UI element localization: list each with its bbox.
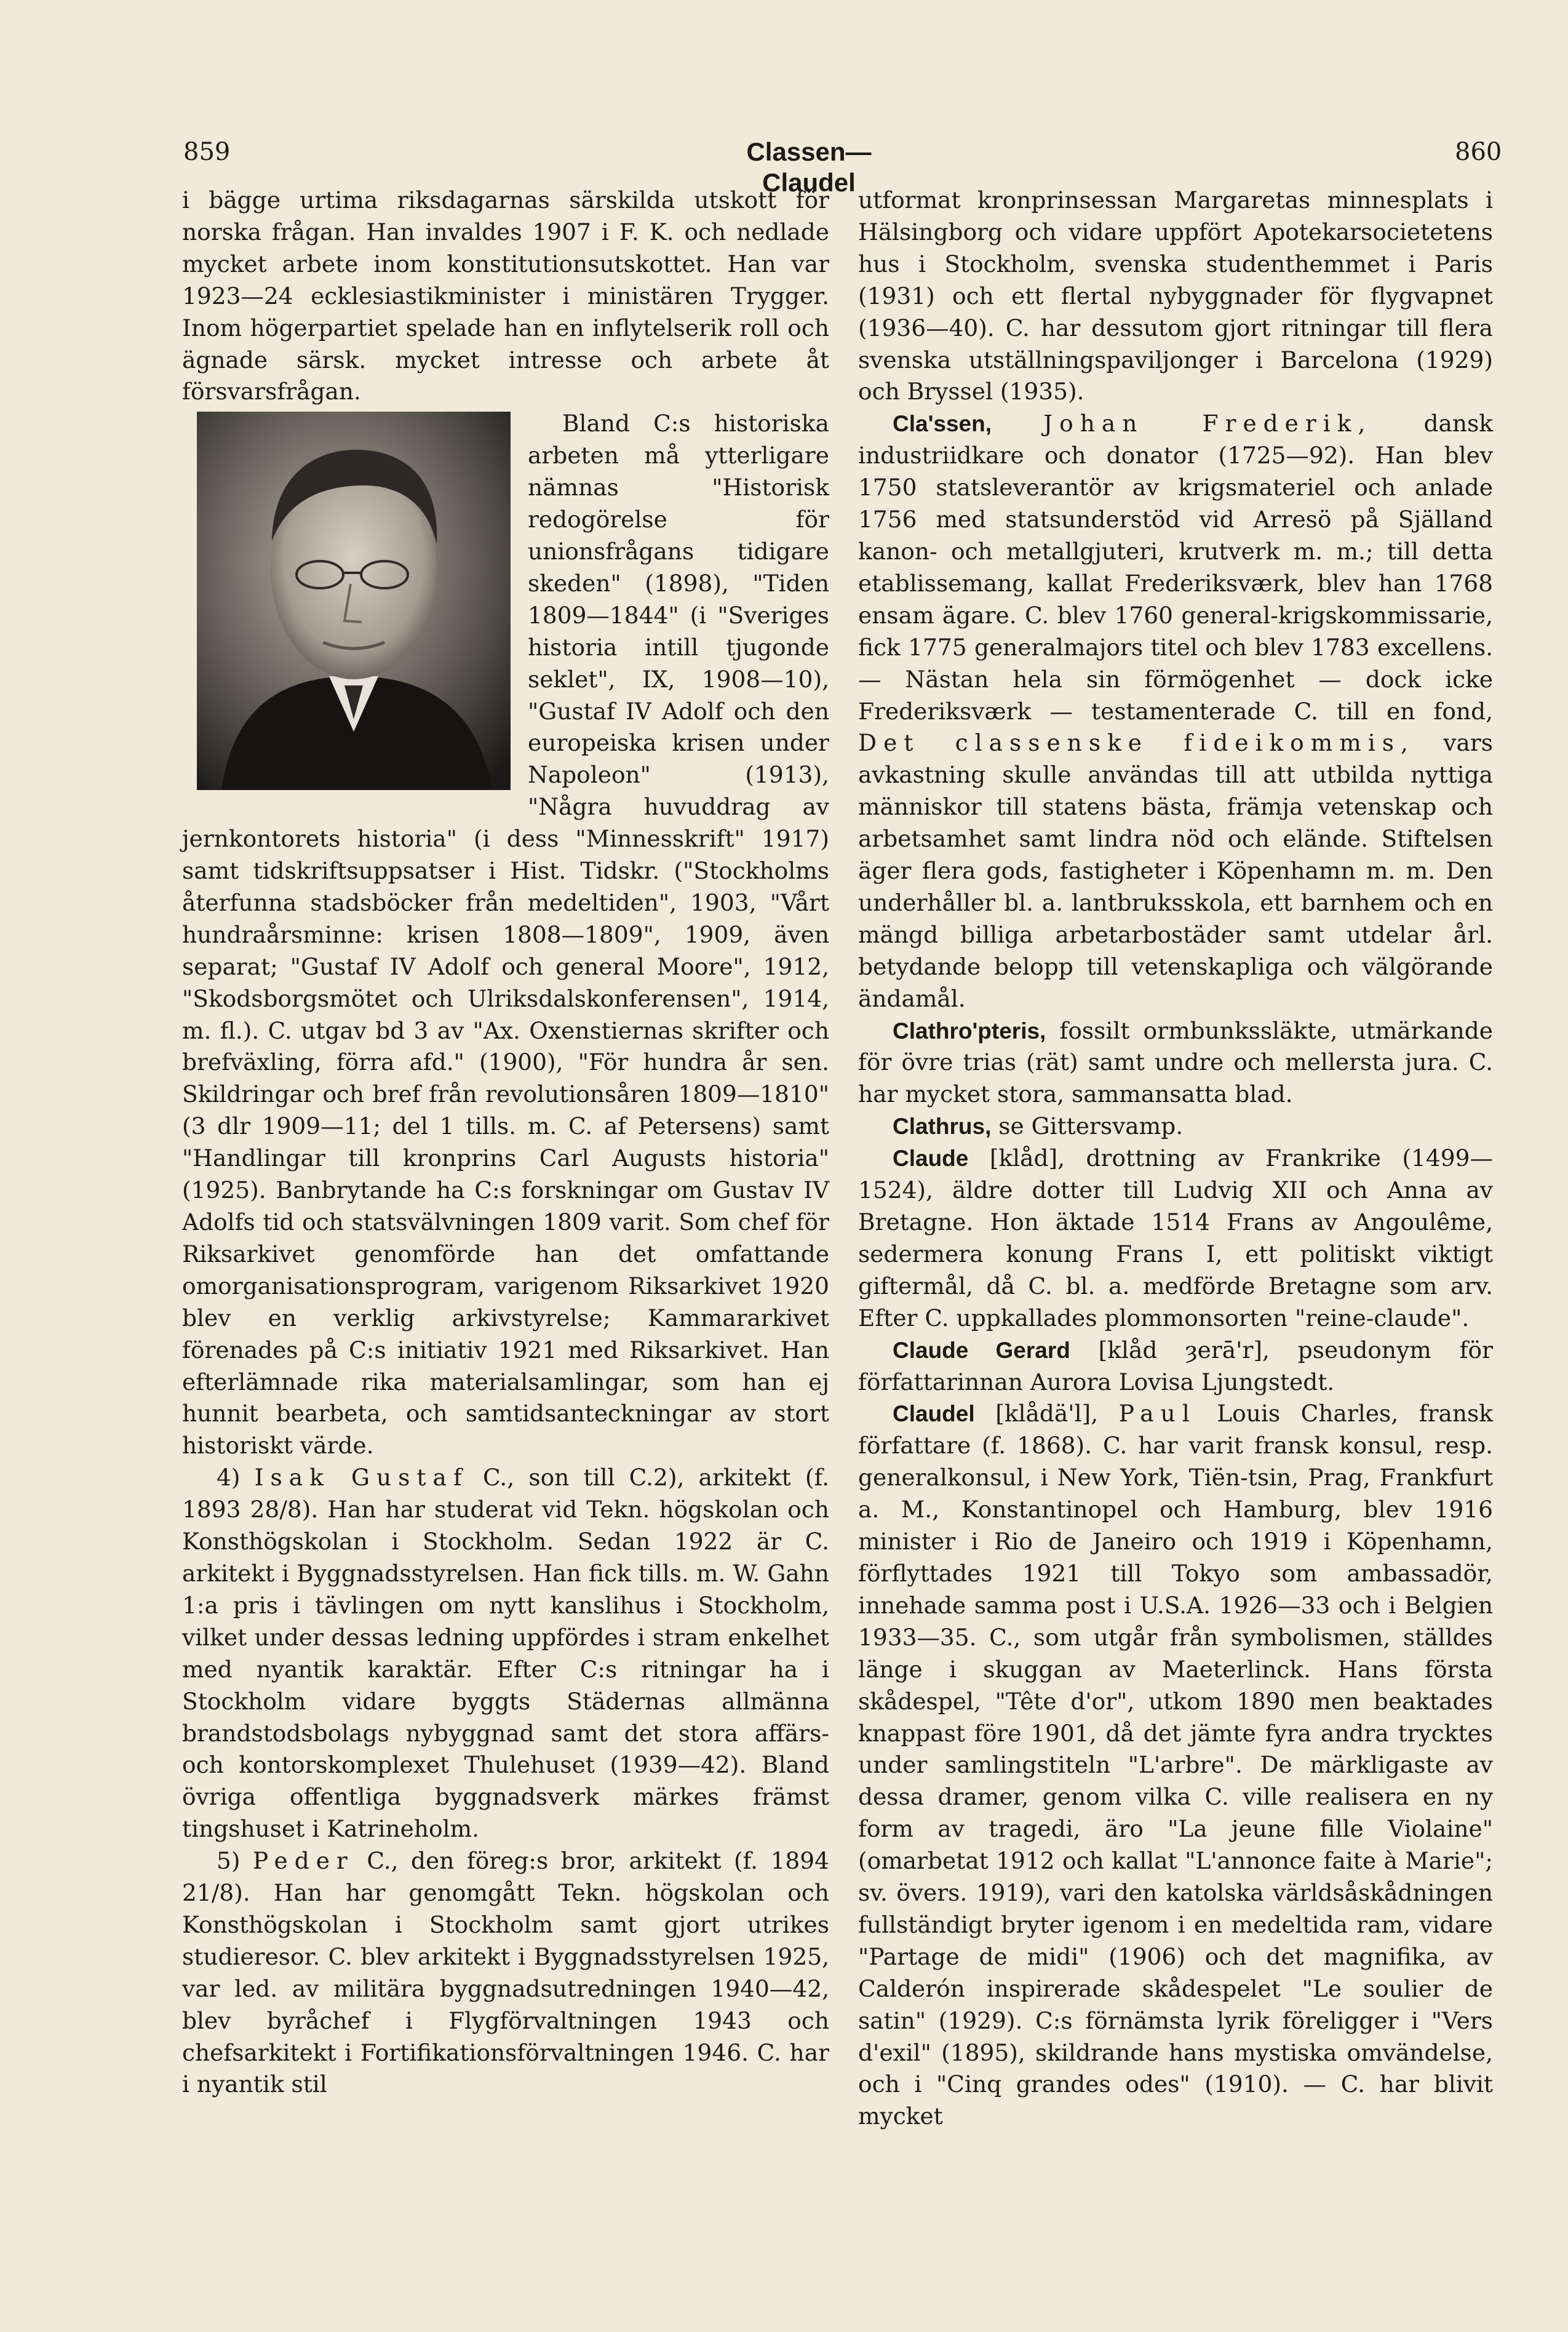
left-column — [182, 185, 829, 2101]
headword: Cla'ssen, — [893, 411, 992, 437]
headword: Claude — [893, 1146, 969, 1172]
headword: Claudel — [893, 1401, 975, 1427]
entry-continuation: i bägge urtima riksdagarnas särskilda utskott för norska frågan. Han invaldes 1907 i F. K. och nedlade mycket arbete inom konstitutionsutskottet. Han var 1923—24 ecklesiastikminister i ministären Trygger. Inom högerpartiet spelade han en inflytelserik roll och ägnade särsk. mycket intresse och arbete åt försvarsfrågan. — [182, 186, 829, 405]
entry-clathropteris: Clathro'pteris, fossilt ormbunkssläkte, utmärkande för övre trias (rät) samt undre och mellersta jura. C. har mycket stora, sammansatta blad. — [858, 1016, 1493, 1108]
headword: Claude Gerard — [893, 1337, 1070, 1363]
right-column — [858, 185, 1493, 2133]
entry-clathrus: Clathrus, se Gittersvamp. — [893, 1112, 1184, 1140]
portrait-photo — [197, 412, 511, 790]
running-head: Classen—Claudel — [746, 137, 872, 197]
entry-peder: 5) Peder C., den föreg:s bror, arkitekt (f. 1894 21/8). Han har genomgått Tekn. högskolan och Konsthögskolan i Stockholm samt gjort utrikes studieresor. C. blev arkitekt i Byggnadsstyrelsen 1925, var led. av militära byggnadsutredningen 1940—42, blev byråchef i Flygförvaltningen 1943 och chefsarkitekt i Fortifikationsförvaltningen 1946. C. har i nyantik stil — [182, 1847, 830, 2098]
entry-continuation: utformat kronprinsessan Margaretas minnesplats i Hälsingborg och vidare uppfört Apotekarsocietetens hus i Stockholm, svenska studenthemmet i Paris (1931) och ett flertal nybyggnader för flygvapnet (1936—40). C. har dessutom gjort ritningar till flera svenska utställningspaviljonger i Barcelona (1929) och Bryssel (1935). — [858, 186, 1493, 405]
headword: Clathro'pteris, — [893, 1018, 1046, 1044]
entry-claude-gerard: Claude Gerard [klåd ȝerā'r], pseudonym för författarinnan Aurora Lovisa Ljungstedt. — [858, 1336, 1493, 1396]
person-name: Isak Gustaf — [254, 1464, 469, 1491]
page-number-right: 860 — [1455, 138, 1502, 166]
page-number-left: 859 — [183, 138, 231, 166]
entry-claude: Claude [klåd], drottning av Frankrike (1499—1524), äldre dotter till Ludvig XII och Anna av Bretagne. Hon äktade 1514 Frans av Angoulême, sedermera konung Frans I, ett politiskt viktigt giftermål, då C. bl. a. medförde Bretagne som arv. Efter C. uppkallades plommonsorten "reine-claude". — [858, 1144, 1493, 1332]
headword: Clathrus, — [893, 1114, 992, 1140]
works-paragraph: Bland C:s historiska arbeten må ytterligare nämnas "Historisk redogörelse för unionsfrågans tidigare skeden" (1898), "Tiden 1809—1844" (i "Sveriges historia intill tjugonde seklet", IX, 1908—10), "Gustaf IV Adolf och den europeiska krisen under Napoleon" (1913), "Några huvuddrag av jernkontorets historia" (i dess "Minnesskrift" 1917) samt tidskriftsuppsatser i Hist. Tidskr. ("Stockholms återfunna stadsböcker från medeltiden", 1903, "Vårt hundraårsminne: krisen 1808—1809", 1909, även separat; "Gustaf IV Adolf och general Moore", 1912, "Skodsborgsmötet och Ulriksdalskonferensen", 1914, m. fl.). C. utgav bd 3 av "Ax. Oxenstiernas skrifter och brefväxling, förra afd." (1900), "För hundra år sen. Skildringar och bref från revolutionsåren 1809—1810" (3 dlr 1909—11; del 1 tills. m. C. af Petersens) samt "Handlingar till kronprins Carl Augusts historia" (1925). Banbrytande ha C:s forskningar om Gustav IV Adolfs tid och statsvälvningen 1809 varit. Som chef för Riksarkivet genomförde han det omfattande omorganisationsprogram, varigenom Riksarkivet 1920 blev en verklig arkivstyrelse; Kammararkivet förenades på C:s initiativ 1921 med Riksarkivet. Han efterlämnade rika materialsamlingar, som han ej hunnit bearbeta, och samtidsanteckningar av stort historiskt värde. — [182, 410, 829, 1459]
entry-classen: Cla'ssen, Johan Frederik, dansk industriidkare och donator (1725—92). Han blev 1750 statsleverantör av krigsmateriel och anlade 1756 med statsunderstöd vid Arresö på Själland kanon- och metallgjuteri, krutverk m. m.; till detta etablissemang, kallat Frederiksværk, blev han 1768 ensam ägare. C. blev 1760 general-krigskommissarie, fick 1775 generalmajors titel och blev 1783 excellens. — Nästan hela sin förmögenhet — dock icke Frederiksværk — testamenterade C. till en fond, Det classenske fideikommis, vars avkastning skulle användas till att utbilda nyttiga människor till statens bästa, främja vetenskap och arbetsamhet samt lindra nöd och elände. Stiftelsen äger flera gods, fastigheter i Köpenhamn m. m. Den underhåller bl. a. lantbruksskola, ett barnhem och en mängd billiga arbetarbostäder samt utdelar årl. betydande belopp till vetenskapliga och välgörande ändamål. — [858, 410, 1494, 1012]
entry-isak-gustaf: 4) Isak Gustaf C., son till C.2), arkitekt (f. 1893 28/8). Han har studerat vid Tekn. högskolan och Konsthögskolan i Stockholm. Sedan 1922 är C. arkitekt i Byggnadsstyrelsen. Han fick tills. m. W. Gahn 1:a pris i tävlingen om nytt kanslihus i Stockholm, vilket under dessas ledning uppfördes i stram enkelhet med nyantik karaktär. Efter C:s ritningar ha i Stockholm vidare byggts Städernas allmänna brandstodsbolags nybyggnad samt det stora affärs- och kontorskomplexet Thulehuset (1939—42). Bland övriga offentliga byggnadsverk märkes främst tingshuset i Katrineholm. — [182, 1464, 830, 1843]
person-name: Peder — [252, 1847, 354, 1875]
entry-claudel: Claudel [klådä'l], Paul Louis Charles, fransk författare (f. 1868). C. har varit fransk konsul, resp. generalkonsul, i New York, Tiën-tsin, Prag, Frankfurt a. M., Konstantinopel och Hamburg, blev 1916 minister i Rio de Janeiro och 1919 i Köpenhamn, förflyttades 1921 till Tokyo som ambassadör, innehade samma post i U.S.A. 1926—33 och i Belgien 1933—35. C., som utgår från symbolismen, ställdes länge i skuggan av Maeterlinck. Hans första skådespel, "Tête d'or", utkom 1890 men beaktades knappast före 1901, då det jämte fyra andra trycktes under samlingstiteln "L'arbre". De märkligaste av dessa dramer, genom vilka C. ville realisera en ny form av tragedi, äro "La jeune fille Violaine" (omarbetat 1912 och kallat "L'annonce faite à Marie"; sv. övers. 1919), vari den katolska världsåskådningen fullständigt bryter igenom i en medeltida ram, vidare "Partage de midi" (1906) och det magnifika, av Calderón inspirerade skådespelet "Le soulier de satin" (1929). C:s förnämsta lyrik föreligger i "Vers d'exil" (1895), skildrande hans mystiska omvändelse, och i "Cinq grandes odes" (1910). — C. har blivit mycket — [858, 1400, 1493, 2130]
